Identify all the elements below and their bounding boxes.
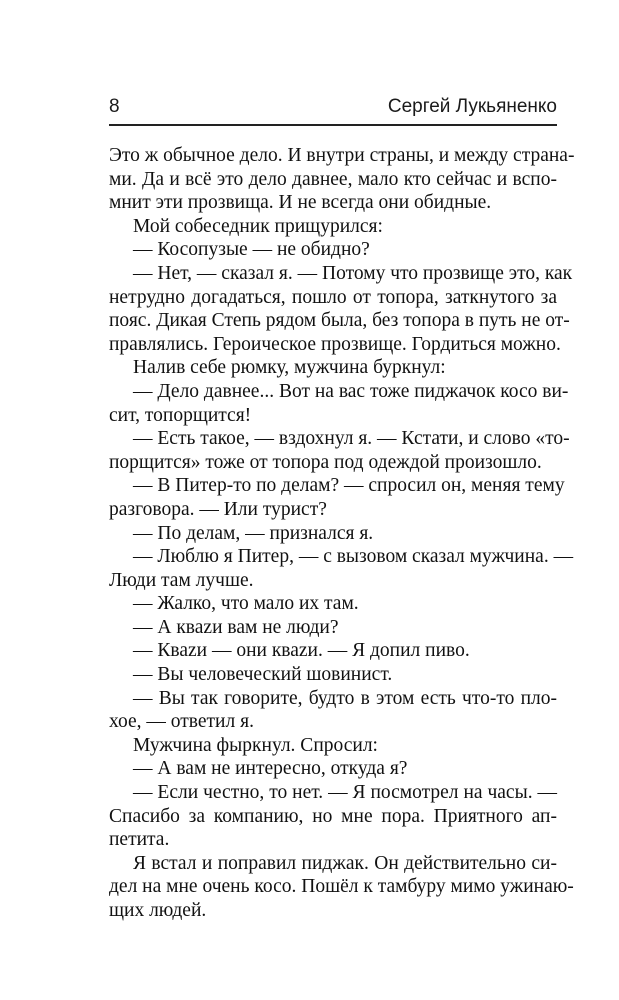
text-line: — Есть такое, — вздохнул я. — Кстати, и слово «то- [133,428,570,450]
text-line: — А вам не интересно, откуда я? [133,758,408,780]
running-head [109,96,557,122]
text-line: нетрудно догадаться, пошло от топора, заткнутого за [109,286,557,308]
text-line: Мой собеседник прищурился: [133,215,383,237]
text-line: — В Питер-то по делам? — спросил он, меняя тему [133,475,565,497]
text-line: — Дело давнее... Вот на вас тоже пиджачок косо ви- [133,380,569,402]
text-line: дел на мне очень косо. Пошёл к тамбуру мимо ужинаю- [109,876,574,898]
text-line: петита. [109,829,170,851]
text-line: Это ж обычное дело. И внутри страны, и между страна- [109,145,575,166]
text-line: — Нет, — сказал я. — Потому что прозвище это, как [133,262,573,284]
author-name: Сергей Лукьяненко [387,96,557,117]
text-line: — Вы так говорите, будто в этом есть что-то пло- [133,687,557,709]
text-line: порщится» тоже от топора под одеждой произошло. [109,451,542,473]
text-line: ми. Да и всё это дело давнее, мало кто сейчас и вспо- [109,168,557,190]
text-line: Налив себе рюмку, мужчина буркнул: [133,357,446,379]
text-line: — Вы человеческий шовинист. [133,664,393,686]
text-line: Мужчина фыркнул. Спросил: [133,734,378,756]
text-line: сит, топорщится! [109,404,252,426]
text-line: Я встал и поправил пиджак. Он действительно си- [133,852,557,874]
text-line: — Если честно, то нет. — Я посмотрел на часы. — [133,782,557,804]
text-line: Спасибо за компанию, но мне пора. Приятного ап- [109,805,557,827]
text-line: — Кваzи — они кваzи. — Я допил пиво. [133,640,470,662]
text-line: разговора. — Или турист? [109,498,327,520]
text-line: — А кваzи вам не люди? [133,616,339,638]
page-number: 8 [109,96,120,117]
text-line: Люди там лучше. [109,569,254,591]
text-line: мнит эти прозвища. И не всегда они обидные. [109,192,492,214]
text-line: — Жалко, что мало их там. [133,593,359,615]
text-line: щих людей. [109,900,207,921]
body-text [109,144,575,923]
text-line: правлялись. Героическое прозвище. Гордиться можно. [109,333,561,355]
text-line: — По делам, — признался я. [133,522,374,544]
text-line: — Косопузые — не обидно? [133,239,370,261]
header-rule [109,124,557,126]
text-line: — Люблю я Питер, — с вызовом сказал мужчина. — [133,546,574,568]
text-line: хое, — ответил я. [109,711,254,733]
text-line: пояс. Дикая Степь рядом была, без топора в путь не от- [109,310,570,332]
